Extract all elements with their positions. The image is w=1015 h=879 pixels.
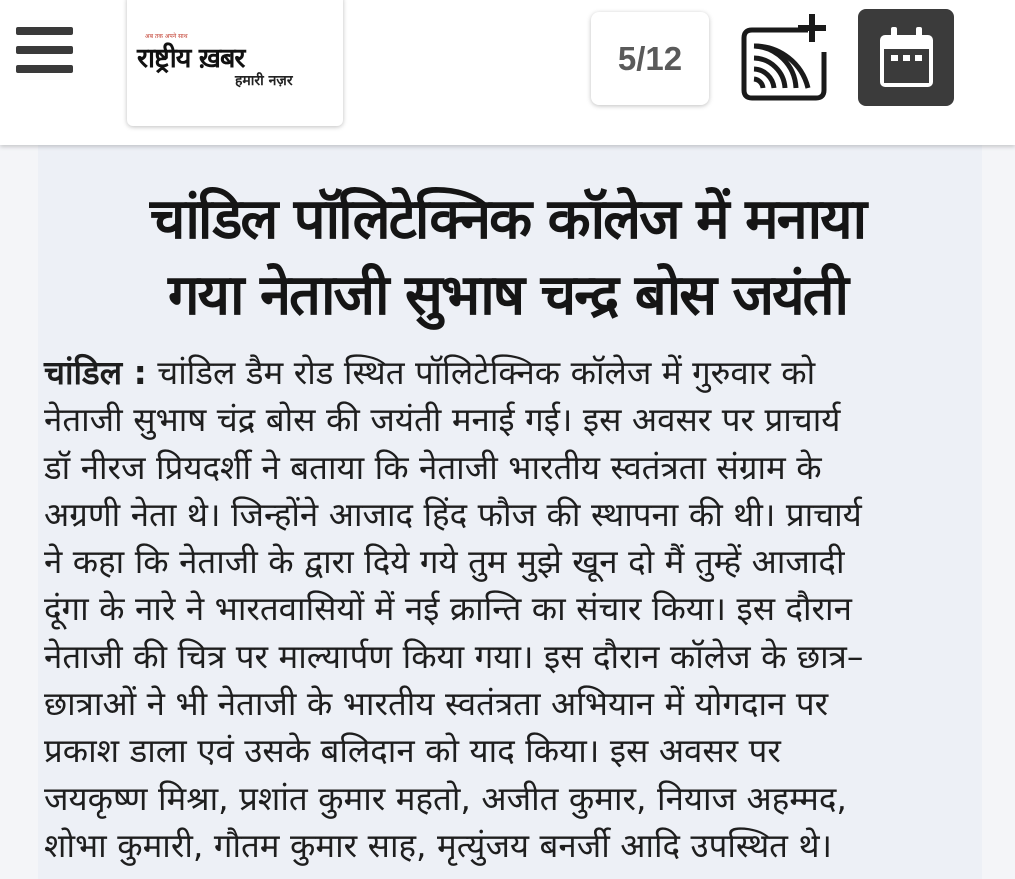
- body-line: छात्राओं ने भी नेताजी के भारतीय स्वतंत्रता अभियान में योगदान पर: [44, 684, 829, 724]
- body-line: ने कहा कि नेताजी के द्वारा दिये गये तुम मुझे खून दो मैं तुम्हें आजादी: [44, 542, 845, 582]
- headline-line: गया नेताजी सुभाष चन्द्र बोस जयंती: [167, 263, 848, 328]
- body-line: दूंगा के नारे ने भारतवासियों में नई क्रान्ति का संचार किया। इस दौरान: [44, 589, 852, 629]
- body-line: अग्रणी नेता थे। जिन्होंने आजाद हिंद फौज की स्थापना की थी। प्राचार्य: [44, 494, 862, 534]
- body-line: जयकृष्ण मिश्रा, प्रशांत कुमार महतो, अजीत कुमार, नियाज अहम्मद,: [44, 778, 847, 818]
- body-line: नेताजी की चित्र पर माल्यार्पण किया गया। इस दौरान कॉलेज के छात्र–: [44, 636, 864, 676]
- article-dateline: चांडिल :: [44, 353, 147, 392]
- logo-slogan: हमारी नज़र: [235, 73, 293, 89]
- menu-bar-bottom: [16, 65, 73, 73]
- calendar-icon: [858, 9, 954, 106]
- article-headline: [0, 182, 1015, 334]
- body-line: प्रकाश डाला एवं उसके बलिदान को याद किया। इस अवसर पर: [44, 731, 781, 771]
- menu-bar-top: [16, 27, 73, 35]
- hamburger-menu-icon[interactable]: [14, 24, 76, 80]
- calendar-button[interactable]: [858, 9, 954, 106]
- logo-tagline: अब तक अपने साथ: [145, 33, 188, 40]
- body-line: नेताजी सुभाष चंद्र बोस की जयंती मनाई गई। इस अवसर पर प्राचार्य: [44, 400, 841, 440]
- body-first-line: चांडिल डैम रोड स्थित पॉलिटेक्निक कॉलेज में गुरुवार को: [157, 353, 816, 392]
- logo-name: राष्ट्रीय ख़बर: [137, 43, 245, 74]
- headline-line: चांडिल पॉलिटेक्निक कॉलेज में मनाया: [149, 187, 866, 252]
- page-counter-button[interactable]: 5/12: [591, 12, 709, 105]
- body-line: डॉ नीरज प्रियदर्शी ने बताया कि नेताजी भारतीय स्वतंत्रता संग्राम के: [44, 447, 822, 487]
- menu-bar-middle: [16, 46, 73, 54]
- body-line: [44, 349, 984, 396]
- rss-add-icon-graphic: [738, 12, 830, 102]
- top-toolbar: [0, 0, 1015, 145]
- article-body: [44, 349, 984, 869]
- publication-logo[interactable]: [127, 0, 343, 126]
- rss-add-icon[interactable]: [738, 12, 830, 102]
- body-line: शोभा कुमारी, गौतम कुमार साह, मृत्युंजय बनर्जी आदि उपस्थित थे।: [44, 825, 833, 865]
